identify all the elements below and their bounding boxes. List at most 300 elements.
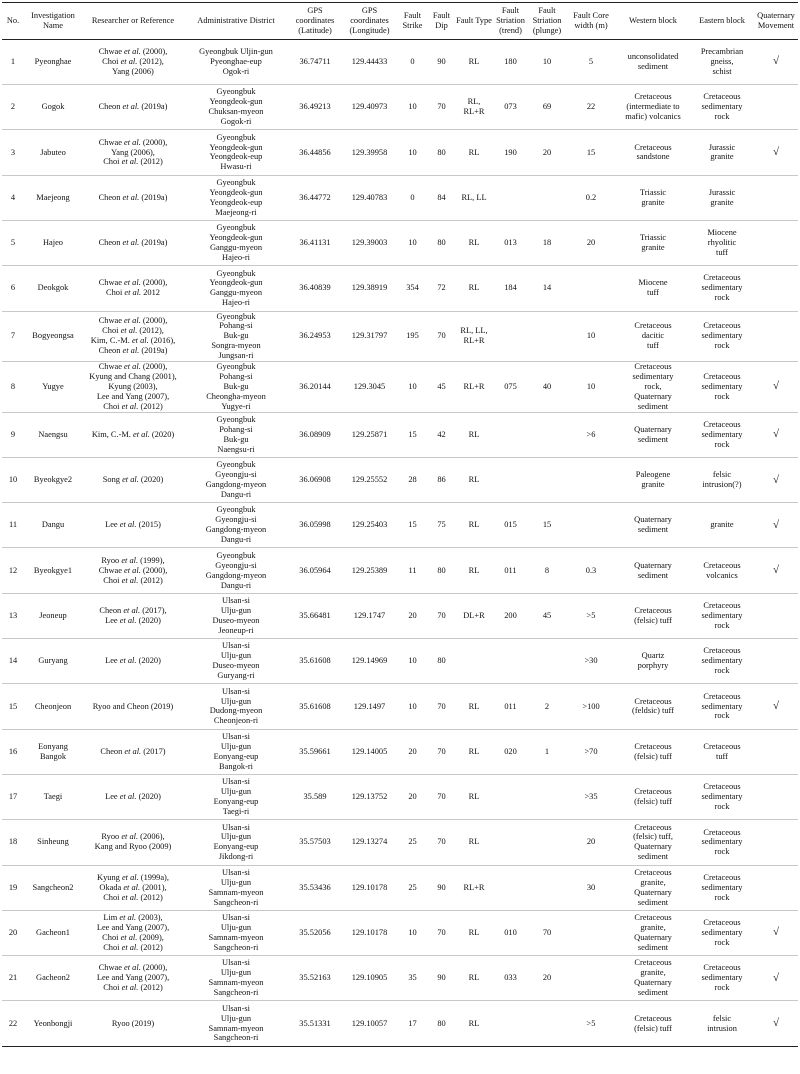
cell-lon: 129.25403 <box>342 503 397 548</box>
cell-district-line: Gangdong-myeon <box>205 525 267 535</box>
cell-ref-line: Choi et al. (2012) <box>103 942 163 952</box>
cell-east <box>690 865 754 910</box>
cell-east <box>690 593 754 638</box>
cell-east-line: granite <box>710 152 734 162</box>
cell-west-line: tuff <box>647 288 659 298</box>
cell-west-line: rock, <box>644 381 662 391</box>
cell-core: 30 <box>566 865 616 910</box>
cell-east-line: rock <box>714 620 730 630</box>
cell-east-line: sedimentary <box>701 928 743 938</box>
cell-district-line: Sangcheon-ri <box>213 897 259 907</box>
table-row <box>2 85 798 130</box>
cell-plunge <box>528 457 566 502</box>
cell-east-line: sedimentary <box>701 102 743 112</box>
cell-lat: 35.57503 <box>288 820 342 865</box>
cell-west-line: Quaternary <box>634 515 672 525</box>
cell-east-line: sedimentary <box>701 283 743 293</box>
cell-trend: 033 <box>493 956 528 1001</box>
cell-district-line: Gangdong-myeon <box>205 480 267 489</box>
cell-ref <box>82 729 184 774</box>
cell-east-line: felsic <box>712 1013 732 1023</box>
table-row <box>2 729 798 774</box>
cell-district <box>184 220 288 265</box>
cell-quat <box>754 266 798 311</box>
table-row <box>2 175 798 220</box>
cell-lat: 36.44856 <box>288 130 342 175</box>
cell-quat: √ <box>754 39 798 84</box>
cell-dip: 75 <box>428 503 455 548</box>
cell-dip: 90 <box>428 956 455 1001</box>
cell-quat: √ <box>754 130 798 175</box>
cell-west <box>616 639 690 684</box>
cell-east <box>690 457 754 502</box>
cell-core: >30 <box>566 639 616 684</box>
cell-lat: 35.589 <box>288 774 342 819</box>
cell-core <box>566 910 616 955</box>
cell-district-line: Duseo-myeon <box>212 661 260 671</box>
cell-ref-line: Lim et al. (2003), <box>103 913 163 923</box>
cell-east <box>690 1001 754 1046</box>
cell-plunge <box>528 774 566 819</box>
cell-ref-line: Chwae et al. (2000), <box>98 316 168 326</box>
cell-lon: 129.38919 <box>342 266 397 311</box>
cell-east <box>690 503 754 548</box>
cell-strike: 10 <box>397 220 428 265</box>
cell-district-line: Gyeongbuk <box>216 132 256 142</box>
cell-ref-line: Chwae et al. (2000), <box>98 362 168 372</box>
cell-name: Naengsu <box>24 412 82 457</box>
cell-ref-line: Yang (2006), <box>111 147 155 157</box>
cell-type-line: DL+R <box>463 610 485 620</box>
cell-district-line: Gogok-ri <box>220 117 252 127</box>
cell-core: 10 <box>566 311 616 362</box>
cell-district-line: Taegi-ri <box>222 806 250 816</box>
cell-core: >6 <box>566 412 616 457</box>
cell-quat <box>754 311 798 362</box>
cell-district-line: Gyeongbuk Uljin-gun <box>199 47 273 56</box>
cell-east-line: Cretaceous <box>703 273 741 283</box>
cell-district-line: Ulsan-si <box>222 822 250 832</box>
table-row <box>2 956 798 1001</box>
cell-name: Gacheon2 <box>24 956 82 1001</box>
cell-district-line: Chuksan-myeon <box>208 107 264 117</box>
cell-no: 16 <box>2 729 24 774</box>
cell-west-line: sandstone <box>636 152 670 162</box>
cell-dip: 80 <box>428 220 455 265</box>
cell-west-line: Triassic <box>639 233 667 243</box>
cell-name: Cheonjeon <box>24 684 82 729</box>
cell-ref-line: Kang and Ryoo (2009) <box>94 842 172 852</box>
cell-district-line: Dangu-ri <box>220 535 252 545</box>
cell-name: Pyeonghae <box>24 39 82 84</box>
cell-district-line: Ulju-gun <box>220 696 252 706</box>
cell-plunge <box>528 820 566 865</box>
cell-east-line: sedimentary <box>701 792 743 802</box>
cell-district <box>184 503 288 548</box>
cell-no: 3 <box>2 130 24 175</box>
cell-district-line: Songra-myeon <box>211 341 261 351</box>
cell-district <box>184 266 288 311</box>
cell-district-line: Pohang-si <box>219 424 253 434</box>
cell-east <box>690 956 754 1001</box>
cell-west-line: Cretaceous <box>634 822 672 832</box>
cell-east-line: felsic <box>712 470 732 480</box>
cell-district-line: Gyeongju-si <box>215 560 257 570</box>
cell-ref-line: Lee et al. (2020) <box>105 656 161 666</box>
cell-dip: 70 <box>428 593 455 638</box>
cell-ref-line: Choi et al. (2012) <box>103 401 163 411</box>
cell-quat <box>754 865 798 910</box>
cell-west-line: Cretaceous <box>634 1013 672 1023</box>
cell-ref-line: Choi et al. (2012) <box>103 157 163 167</box>
cell-district-line: Maejeong-ri <box>215 207 257 217</box>
cell-quat: √ <box>754 457 798 502</box>
cell-district <box>184 820 288 865</box>
cell-type <box>455 175 493 220</box>
cell-ref-line: Kim, C.-M. et al. (2020) <box>91 429 175 439</box>
cell-no: 13 <box>2 593 24 638</box>
cell-west-line: Cretaceous <box>634 321 672 331</box>
cell-district-line: Ulju-gun <box>220 651 252 661</box>
cell-ref-line: Chwae et al. (2000), <box>98 963 168 973</box>
cell-district-line: Naengsu-ri <box>217 444 255 454</box>
cell-trend: 020 <box>493 729 528 774</box>
cell-trend: 073 <box>493 85 528 130</box>
cell-dip: 70 <box>428 820 455 865</box>
cell-east-line: Cretaceous <box>703 741 741 751</box>
cell-type <box>455 548 493 593</box>
cell-district-line: Ulsan-si <box>222 641 250 651</box>
cell-district-line: Ulju-gun <box>220 1013 252 1023</box>
cell-plunge: 8 <box>528 548 566 593</box>
cell-east-line: granite <box>710 520 734 530</box>
cell-west-line: Cretaceous <box>634 787 672 797</box>
cell-type <box>455 266 493 311</box>
col-dip-header: Fault Dip <box>428 3 455 40</box>
cell-district <box>184 130 288 175</box>
cell-district-line: Ganggu-myeon <box>209 243 263 253</box>
cell-west-line: dacitic <box>641 331 665 341</box>
cell-type <box>455 593 493 638</box>
col-lat-header: GPS coordinates (Latitude) <box>288 3 342 40</box>
cell-type-line: RL+R <box>463 107 485 117</box>
cell-east-line: intrusion <box>707 1023 737 1033</box>
cell-ref <box>82 548 184 593</box>
cell-district <box>184 1001 288 1046</box>
col-no-header: No. <box>2 3 24 40</box>
cell-ref-line: Chwae et al. (2000), <box>98 278 168 288</box>
cell-core: 20 <box>566 820 616 865</box>
cell-name: Sangcheon2 <box>24 865 82 910</box>
cell-trend <box>493 311 528 362</box>
cell-west-line: tuff <box>647 341 659 351</box>
cell-district-line: Ulju-gun <box>220 741 252 751</box>
cell-east-line: gneiss, <box>710 56 734 66</box>
cell-strike: 354 <box>397 266 428 311</box>
cell-west-line: Cretaceous <box>634 913 672 923</box>
cell-trend: 013 <box>493 220 528 265</box>
cell-type <box>455 865 493 910</box>
cell-west-line: Cretaceous <box>634 867 672 877</box>
cell-east-line: Precambrian <box>700 47 744 56</box>
cell-ref <box>82 865 184 910</box>
cell-east-line: rock <box>714 983 730 993</box>
cell-west-line: Quaternary <box>634 560 672 570</box>
cell-lon: 129.44433 <box>342 39 397 84</box>
cell-core: 10 <box>566 362 616 413</box>
cell-east-line: sedimentary <box>701 882 743 892</box>
table-row <box>2 1001 798 1046</box>
cell-plunge <box>528 639 566 684</box>
cell-plunge <box>528 175 566 220</box>
col-district-header: Administrative District <box>184 3 288 40</box>
cell-ref-line: Lee et al. (2020) <box>105 792 161 802</box>
cell-dip: 70 <box>428 729 455 774</box>
cell-strike: 25 <box>397 865 428 910</box>
cell-type <box>455 639 493 684</box>
cell-ref <box>82 175 184 220</box>
cell-west-line: sediment <box>637 988 669 998</box>
cell-ref-line: Choi et al. (2012) <box>103 983 163 993</box>
cell-strike: 10 <box>397 130 428 175</box>
cell-east-line: Cretaceous <box>703 918 741 928</box>
cell-type-line: RL <box>468 429 480 439</box>
col-lon-header: GPS coordinates (Longitude) <box>342 3 397 40</box>
cell-district-line: Ulsan-si <box>222 913 250 923</box>
cell-district-line: Ulsan-si <box>222 596 250 606</box>
cell-east-line: Cretaceous <box>703 646 741 656</box>
cell-ref <box>82 639 184 684</box>
cell-no: 4 <box>2 175 24 220</box>
cell-east-line: rock <box>714 112 730 122</box>
cell-west-line: (intermediate to <box>626 102 680 112</box>
cell-quat <box>754 220 798 265</box>
cell-type <box>455 503 493 548</box>
cell-west-line: Paleogene <box>635 470 671 480</box>
cell-ref <box>82 684 184 729</box>
cell-type-line: RL+R <box>463 882 485 892</box>
cell-lon: 129.13752 <box>342 774 397 819</box>
cell-dip: 80 <box>428 548 455 593</box>
table-row <box>2 503 798 548</box>
cell-dip: 45 <box>428 362 455 413</box>
cell-west-line: Quartz <box>641 651 665 661</box>
cell-ref-line: Cheon et al. (2017), <box>99 605 167 615</box>
cell-district-line: Pohang-si <box>219 371 253 381</box>
cell-trend: 075 <box>493 362 528 413</box>
cell-district-line: Ganggu-myeon <box>209 288 263 298</box>
cell-west <box>616 220 690 265</box>
cell-west <box>616 548 690 593</box>
cell-district-line: Ulsan-si <box>222 958 250 968</box>
cell-lat: 36.06908 <box>288 457 342 502</box>
cell-west-line: granite <box>641 243 665 253</box>
cell-core <box>566 956 616 1001</box>
cell-east-line: sedimentary <box>701 656 743 666</box>
cell-quat <box>754 85 798 130</box>
cell-west-line: sediment <box>637 852 669 862</box>
table-row <box>2 910 798 955</box>
table-row <box>2 820 798 865</box>
cell-quat <box>754 820 798 865</box>
table-row <box>2 865 798 910</box>
cell-west <box>616 130 690 175</box>
cell-core: >35 <box>566 774 616 819</box>
cell-lon: 129.40783 <box>342 175 397 220</box>
cell-name: Jeoneup <box>24 593 82 638</box>
cell-dip: 72 <box>428 266 455 311</box>
cell-trend: 010 <box>493 910 528 955</box>
cell-type <box>455 311 493 362</box>
table-header <box>2 3 798 40</box>
cell-district-line: Ulsan-si <box>222 1003 250 1013</box>
cell-east-line: Cretaceous <box>703 371 741 381</box>
cell-west-line: sedimentary <box>632 371 674 381</box>
cell-lon: 129.10057 <box>342 1001 397 1046</box>
cell-type-line: RL <box>468 475 480 485</box>
cell-district <box>184 175 288 220</box>
cell-strike: 28 <box>397 457 428 502</box>
cell-district-line: Gyeongbuk <box>216 505 256 515</box>
cell-lon: 129.25552 <box>342 457 397 502</box>
cell-district-line: Jungsan-ri <box>218 351 254 361</box>
cell-type <box>455 412 493 457</box>
cell-trend: 015 <box>493 503 528 548</box>
cell-east-line: Cretaceous <box>703 782 741 792</box>
cell-west <box>616 593 690 638</box>
cell-ref-line: Lee and Yang (2007), <box>96 973 170 983</box>
cell-ref-line: Cheon et al. (2019a) <box>98 346 168 356</box>
cell-no: 14 <box>2 639 24 684</box>
cell-no: 11 <box>2 503 24 548</box>
cell-west-line: sediment <box>637 401 669 411</box>
cell-core: 20 <box>566 220 616 265</box>
cell-name: Guryang <box>24 639 82 684</box>
cell-lat: 36.05964 <box>288 548 342 593</box>
cell-east-line: sedimentary <box>701 429 743 439</box>
cell-district-line: Gyeongbuk <box>216 177 256 187</box>
cell-type-line: RL <box>468 56 480 66</box>
cell-core: >5 <box>566 1001 616 1046</box>
cell-district-line: Dangu-ri <box>220 489 252 499</box>
cell-quat: √ <box>754 684 798 729</box>
cell-district-line: Buk-gu <box>223 331 249 341</box>
cell-no: 1 <box>2 39 24 84</box>
cell-no: 7 <box>2 311 24 362</box>
cell-type <box>455 85 493 130</box>
cell-core: 22 <box>566 85 616 130</box>
cell-east-line: Cretaceous <box>703 827 741 837</box>
cell-dip: 70 <box>428 910 455 955</box>
cell-quat: √ <box>754 1001 798 1046</box>
cell-dip: 84 <box>428 175 455 220</box>
cell-trend: 180 <box>493 39 528 84</box>
cell-type-line: RL <box>468 701 480 711</box>
cell-district-line: Ulju-gun <box>220 877 252 887</box>
cell-core: 0.3 <box>566 548 616 593</box>
cell-west <box>616 774 690 819</box>
cell-east <box>690 220 754 265</box>
cell-ref <box>82 130 184 175</box>
cell-east-line: rock <box>714 937 730 947</box>
col-trend-header: Fault Striation (trend) <box>493 3 528 40</box>
cell-district-line: Gyeongbuk <box>216 268 256 278</box>
cell-type-line: RL, LL, <box>460 326 488 336</box>
cell-dip: 90 <box>428 39 455 84</box>
cell-ref <box>82 774 184 819</box>
cell-core: >100 <box>566 684 616 729</box>
cell-district-line: Ogok-ri <box>222 66 250 76</box>
cell-trend <box>493 774 528 819</box>
cell-trend <box>493 175 528 220</box>
cell-strike: 0 <box>397 175 428 220</box>
cell-type-line: RL <box>468 837 480 847</box>
cell-lon: 129.3045 <box>342 362 397 413</box>
cell-east-line: tuff <box>716 751 728 761</box>
cell-west-line: granite, <box>640 968 666 978</box>
cell-ref-line: Cheon et al. (2019a) <box>98 192 168 202</box>
cell-ref <box>82 503 184 548</box>
cell-west-line: (felsic) tuff, <box>633 832 673 842</box>
cell-west <box>616 311 690 362</box>
col-strike-header: Fault Strike <box>397 3 428 40</box>
cell-district <box>184 362 288 413</box>
cell-ref-line: Choi et al. (2012), <box>102 326 164 336</box>
cell-district-line: Ulju-gun <box>220 968 252 978</box>
cell-plunge: 1 <box>528 729 566 774</box>
cell-name: Dangu <box>24 503 82 548</box>
cell-name: Hajeo <box>24 220 82 265</box>
cell-no: 9 <box>2 412 24 457</box>
cell-east-line: granite <box>710 197 734 207</box>
cell-lon: 129.10178 <box>342 910 397 955</box>
cell-no: 22 <box>2 1001 24 1046</box>
cell-east-line: rhyolitic <box>707 238 737 248</box>
cell-dip: 86 <box>428 457 455 502</box>
cell-type <box>455 774 493 819</box>
cell-east-line: Cretaceous <box>703 601 741 611</box>
cell-west <box>616 266 690 311</box>
cell-district-line: Duseo-myeon <box>212 615 260 625</box>
cell-west <box>616 910 690 955</box>
cell-strike: 20 <box>397 729 428 774</box>
cell-east <box>690 684 754 729</box>
cell-type-line: RL+R <box>463 336 485 346</box>
cell-name: Deokgok <box>24 266 82 311</box>
cell-strike: 17 <box>397 1001 428 1046</box>
cell-trend <box>493 820 528 865</box>
cell-ref-line: Okada et al. (2001), <box>99 882 167 892</box>
cell-east-line: Cretaceous <box>703 963 741 973</box>
col-ref-header: Researcher or Reference <box>82 3 184 40</box>
cell-ref <box>82 457 184 502</box>
cell-district-line: Sangcheon-ri <box>213 942 259 952</box>
cell-east-line: rock <box>714 892 730 902</box>
cell-lat: 35.53436 <box>288 865 342 910</box>
cell-core: 5 <box>566 39 616 84</box>
table-row <box>2 774 798 819</box>
cell-dip: 80 <box>428 1001 455 1046</box>
cell-west <box>616 1001 690 1046</box>
cell-district-line: Ulju-gun <box>220 605 252 615</box>
cell-lon: 129.10905 <box>342 956 397 1001</box>
cell-plunge <box>528 311 566 362</box>
cell-strike: 35 <box>397 956 428 1001</box>
cell-ref-line: Kyung and Chang (2001), <box>89 371 177 381</box>
cell-east <box>690 39 754 84</box>
cell-east-line: intrusion(?) <box>702 480 742 489</box>
cell-east-line: sedimentary <box>701 973 743 983</box>
